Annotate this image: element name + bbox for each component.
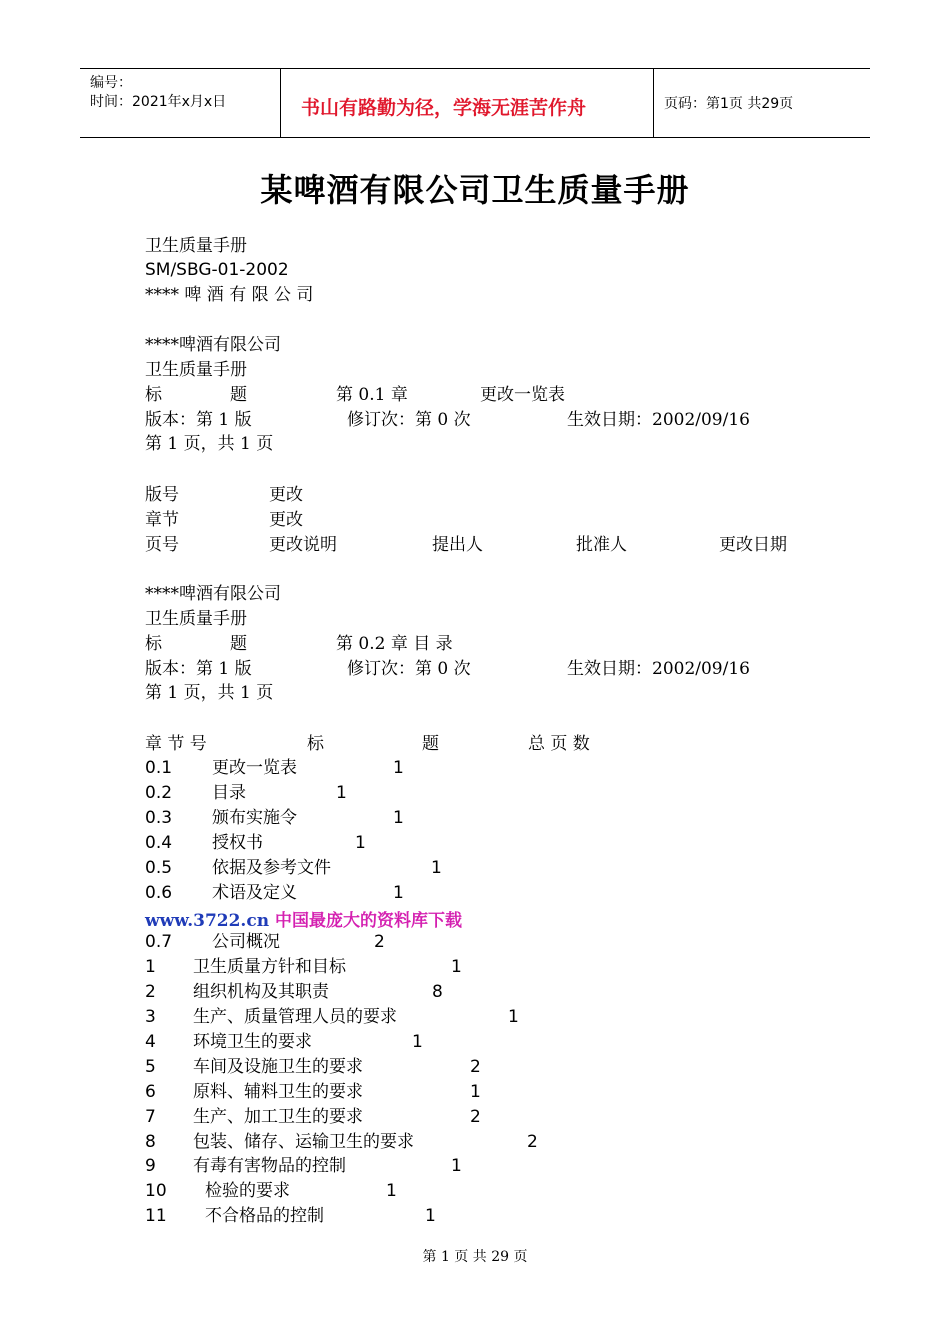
motto: 书山有路勤为径，学海无涯苦作舟: [301, 97, 587, 119]
change-r2c2: 更改: [269, 510, 303, 530]
toc-title: 目录: [212, 783, 246, 803]
toc-pages: 1: [431, 858, 442, 878]
toc-title: 生产、质量管理人员的要求: [193, 1007, 397, 1027]
watermark-site: www.3722.cn: [145, 911, 270, 931]
toc-pages: 8: [432, 982, 443, 1002]
page-footer: 第 1 页 共 29 页: [422, 1249, 528, 1265]
toc-no: 9: [145, 1156, 156, 1176]
watermark-text: 中国最庞大的资料库下载: [274, 911, 462, 931]
toc-no: 3: [145, 1007, 156, 1027]
toc-header-title-b: 题: [422, 734, 439, 754]
toc-title: 车间及设施卫生的要求: [193, 1057, 363, 1077]
toc-title: 公司概况: [212, 932, 280, 952]
document-title: 某啤酒有限公司卫生质量手册: [260, 171, 690, 209]
toc-title: 环境卫生的要求: [193, 1032, 312, 1052]
toc-pages: 1: [393, 808, 404, 828]
page-header: [80, 68, 870, 138]
toc-pages: 1: [412, 1032, 423, 1052]
toc-no: 4: [145, 1032, 156, 1052]
toc-pages: 1: [336, 783, 347, 803]
toc-pages: 1: [470, 1082, 481, 1102]
s1-title-b: 题: [230, 385, 247, 405]
toc-pages: 1: [393, 883, 404, 903]
toc-title: 组织机构及其职责: [193, 982, 329, 1002]
toc-title: 包装、储存、运输卫生的要求: [193, 1132, 414, 1152]
toc-no: 0.5: [145, 858, 173, 878]
toc-pages: 1: [508, 1007, 519, 1027]
intro-manual: 卫生质量手册: [145, 236, 247, 256]
s1-version: 版本：第 1 版: [145, 410, 252, 430]
change-r1c1: 版号: [145, 485, 179, 505]
s2-title-a: 标: [145, 634, 162, 654]
toc-no: 0.3: [145, 808, 173, 828]
toc-title: 术语及定义: [212, 883, 297, 903]
toc-pages: 2: [374, 932, 385, 952]
s1-chapter: 第 0.1 章: [336, 385, 408, 405]
header-page-cell: [654, 69, 870, 137]
toc-no: 7: [145, 1107, 156, 1127]
toc-title: 生产、加工卫生的要求: [193, 1107, 363, 1127]
header-meta-cell: [80, 69, 281, 137]
toc-title: 有毒有害物品的控制: [193, 1156, 346, 1176]
s1-company: ****啤酒有限公司: [145, 335, 281, 355]
s2-chapter: 第 0.2 章 目 录: [336, 634, 453, 654]
toc-no: 1: [145, 957, 156, 977]
page-info: 页码：第1页 共29页: [664, 96, 794, 112]
s2-manual: 卫生质量手册: [145, 609, 247, 629]
toc-title: 授权书: [212, 833, 263, 853]
toc-title: 检验的要求: [205, 1181, 290, 1201]
s2-version: 版本：第 1 版: [145, 659, 252, 679]
watermark-banner: [145, 906, 462, 931]
toc-title: 原料、辅料卫生的要求: [193, 1082, 363, 1102]
toc-no: 0.2: [145, 783, 173, 803]
s2-company: ****啤酒有限公司: [145, 584, 281, 604]
intro-company: **** 啤 酒 有 限 公 司: [145, 285, 314, 305]
s2-title-b: 题: [230, 634, 247, 654]
toc-pages: 1: [451, 1156, 462, 1176]
toc-pages: 1: [451, 957, 462, 977]
toc-pages: 2: [470, 1107, 481, 1127]
change-r3c1: 页号: [145, 535, 179, 555]
toc-title: 卫生质量方针和目标: [193, 957, 346, 977]
toc-no: 11: [145, 1206, 167, 1226]
change-r3c2: 更改说明: [269, 535, 337, 555]
toc-title: 颁布实施令: [212, 808, 297, 828]
intro-code: SM/SBG-01-2002: [145, 260, 289, 280]
time-label: 时间：2021年x月x日: [90, 94, 227, 110]
s2-pages: 第 1 页，共 1 页: [145, 683, 274, 703]
toc-pages: 1: [355, 833, 366, 853]
change-r3c4: 批准人: [576, 535, 627, 555]
s1-chapter-name: 更改一览表: [480, 385, 565, 405]
toc-pages: 2: [527, 1132, 538, 1152]
s1-effective: 生效日期：2002/09/16: [567, 410, 750, 430]
s2-effective: 生效日期：2002/09/16: [567, 659, 750, 679]
s1-pages: 第 1 页，共 1 页: [145, 434, 274, 454]
toc-header-title-a: 标: [307, 734, 324, 754]
s1-revision: 修订次：第 0 次: [347, 410, 471, 430]
toc-title: 更改一览表: [212, 758, 297, 778]
toc-pages: 1: [386, 1181, 397, 1201]
toc-no: 5: [145, 1057, 156, 1077]
toc-title: 不合格品的控制: [205, 1206, 324, 1226]
toc-no: 6: [145, 1082, 156, 1102]
s2-revision: 修订次：第 0 次: [347, 659, 471, 679]
change-r1c2: 更改: [269, 485, 303, 505]
change-r3c5: 更改日期: [719, 535, 787, 555]
s1-title-a: 标: [145, 385, 162, 405]
header-motto-cell: [281, 69, 654, 137]
s1-manual: 卫生质量手册: [145, 360, 247, 380]
change-r2c1: 章节: [145, 510, 179, 530]
change-r3c3: 提出人: [432, 535, 483, 555]
toc-pages: 2: [470, 1057, 481, 1077]
toc-no: 10: [145, 1181, 167, 1201]
toc-pages: 1: [393, 758, 404, 778]
toc-no: 0.4: [145, 833, 173, 853]
toc-title: 依据及参考文件: [212, 858, 331, 878]
serial-label: 编号：: [90, 75, 132, 91]
toc-no: 0.7: [145, 932, 173, 952]
toc-pages: 1: [425, 1206, 436, 1226]
toc-header-total: 总 页 数: [528, 734, 590, 754]
toc-no: 2: [145, 982, 156, 1002]
toc-no: 0.1: [145, 758, 173, 778]
toc-no: 0.6: [145, 883, 173, 903]
toc-no: 8: [145, 1132, 156, 1152]
toc-header-no: 章 节 号: [145, 734, 207, 754]
